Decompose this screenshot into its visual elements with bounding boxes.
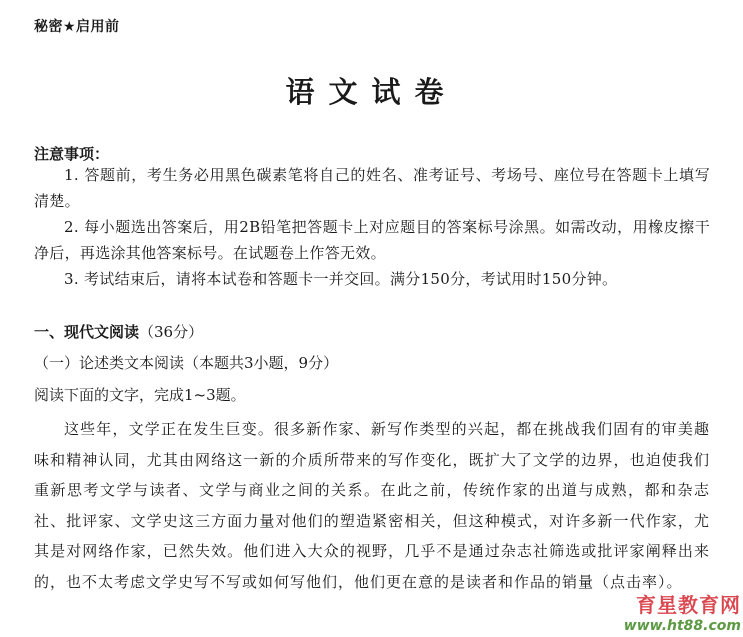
page-title: 语文试卷	[285, 75, 458, 109]
section-heading	[34, 321, 203, 342]
notice-item-2: 2. 每小题选出答案后，用2B铅笔把答题卡上对应题目的答案标号涂黑。如需改动，用橡皮擦干净后，再选涂其他答案标号。在试题卷上作答无效。	[34, 218, 710, 262]
notice-heading: 注意事项：	[34, 145, 110, 163]
reading-instruction: 阅读下面的文字，完成1~3题。	[34, 386, 246, 404]
notice-item-1: 1. 答题前，考生务必用黑色碳素笔将自己的姓名、准考证号、考场号、座位号在答题卡上填写清楚。	[34, 166, 710, 210]
notice-item-3: 3. 考试结束后，请将本试卷和答题卡一并交回。满分150分，考试用时150分钟。	[64, 270, 618, 288]
confidential-label: 秘密★启用前	[34, 19, 120, 35]
subsection-heading: （一）论述类文本阅读（本题共3小题，9分）	[34, 354, 339, 372]
watermark-brand: 育星教育网	[636, 593, 741, 617]
section-heading-text: 一、现代文阅读	[34, 323, 140, 341]
watermark-url: www.ht88.com	[623, 618, 741, 634]
section-score: （36分）	[139, 323, 204, 341]
reading-passage: 这些年，文学正在发生巨变。很多新作家、新写作类型的兴起，都在挑战我们固有的审美趣味和精神认同，尤其由网络这一新的介质所带来的写作变化，既扩大了文学的边界，也迫使我们重新思考文学与读者、文学与商业之间的关系。在此之前，传统作家的出道与成熟，都和杂志社、批评家、文学史这三方面力量对他们的塑造紧密相关，但这种模式，对许多新一代作家，尤其是对网络作家，已然失效。他们进入大众的视野，几乎不是通过杂志社筛选或批评家阐释出来的，也不太考虑文学史写不写或如何写他们，他们更在意的是读者和作品的销量（点击率）。	[34, 420, 710, 591]
